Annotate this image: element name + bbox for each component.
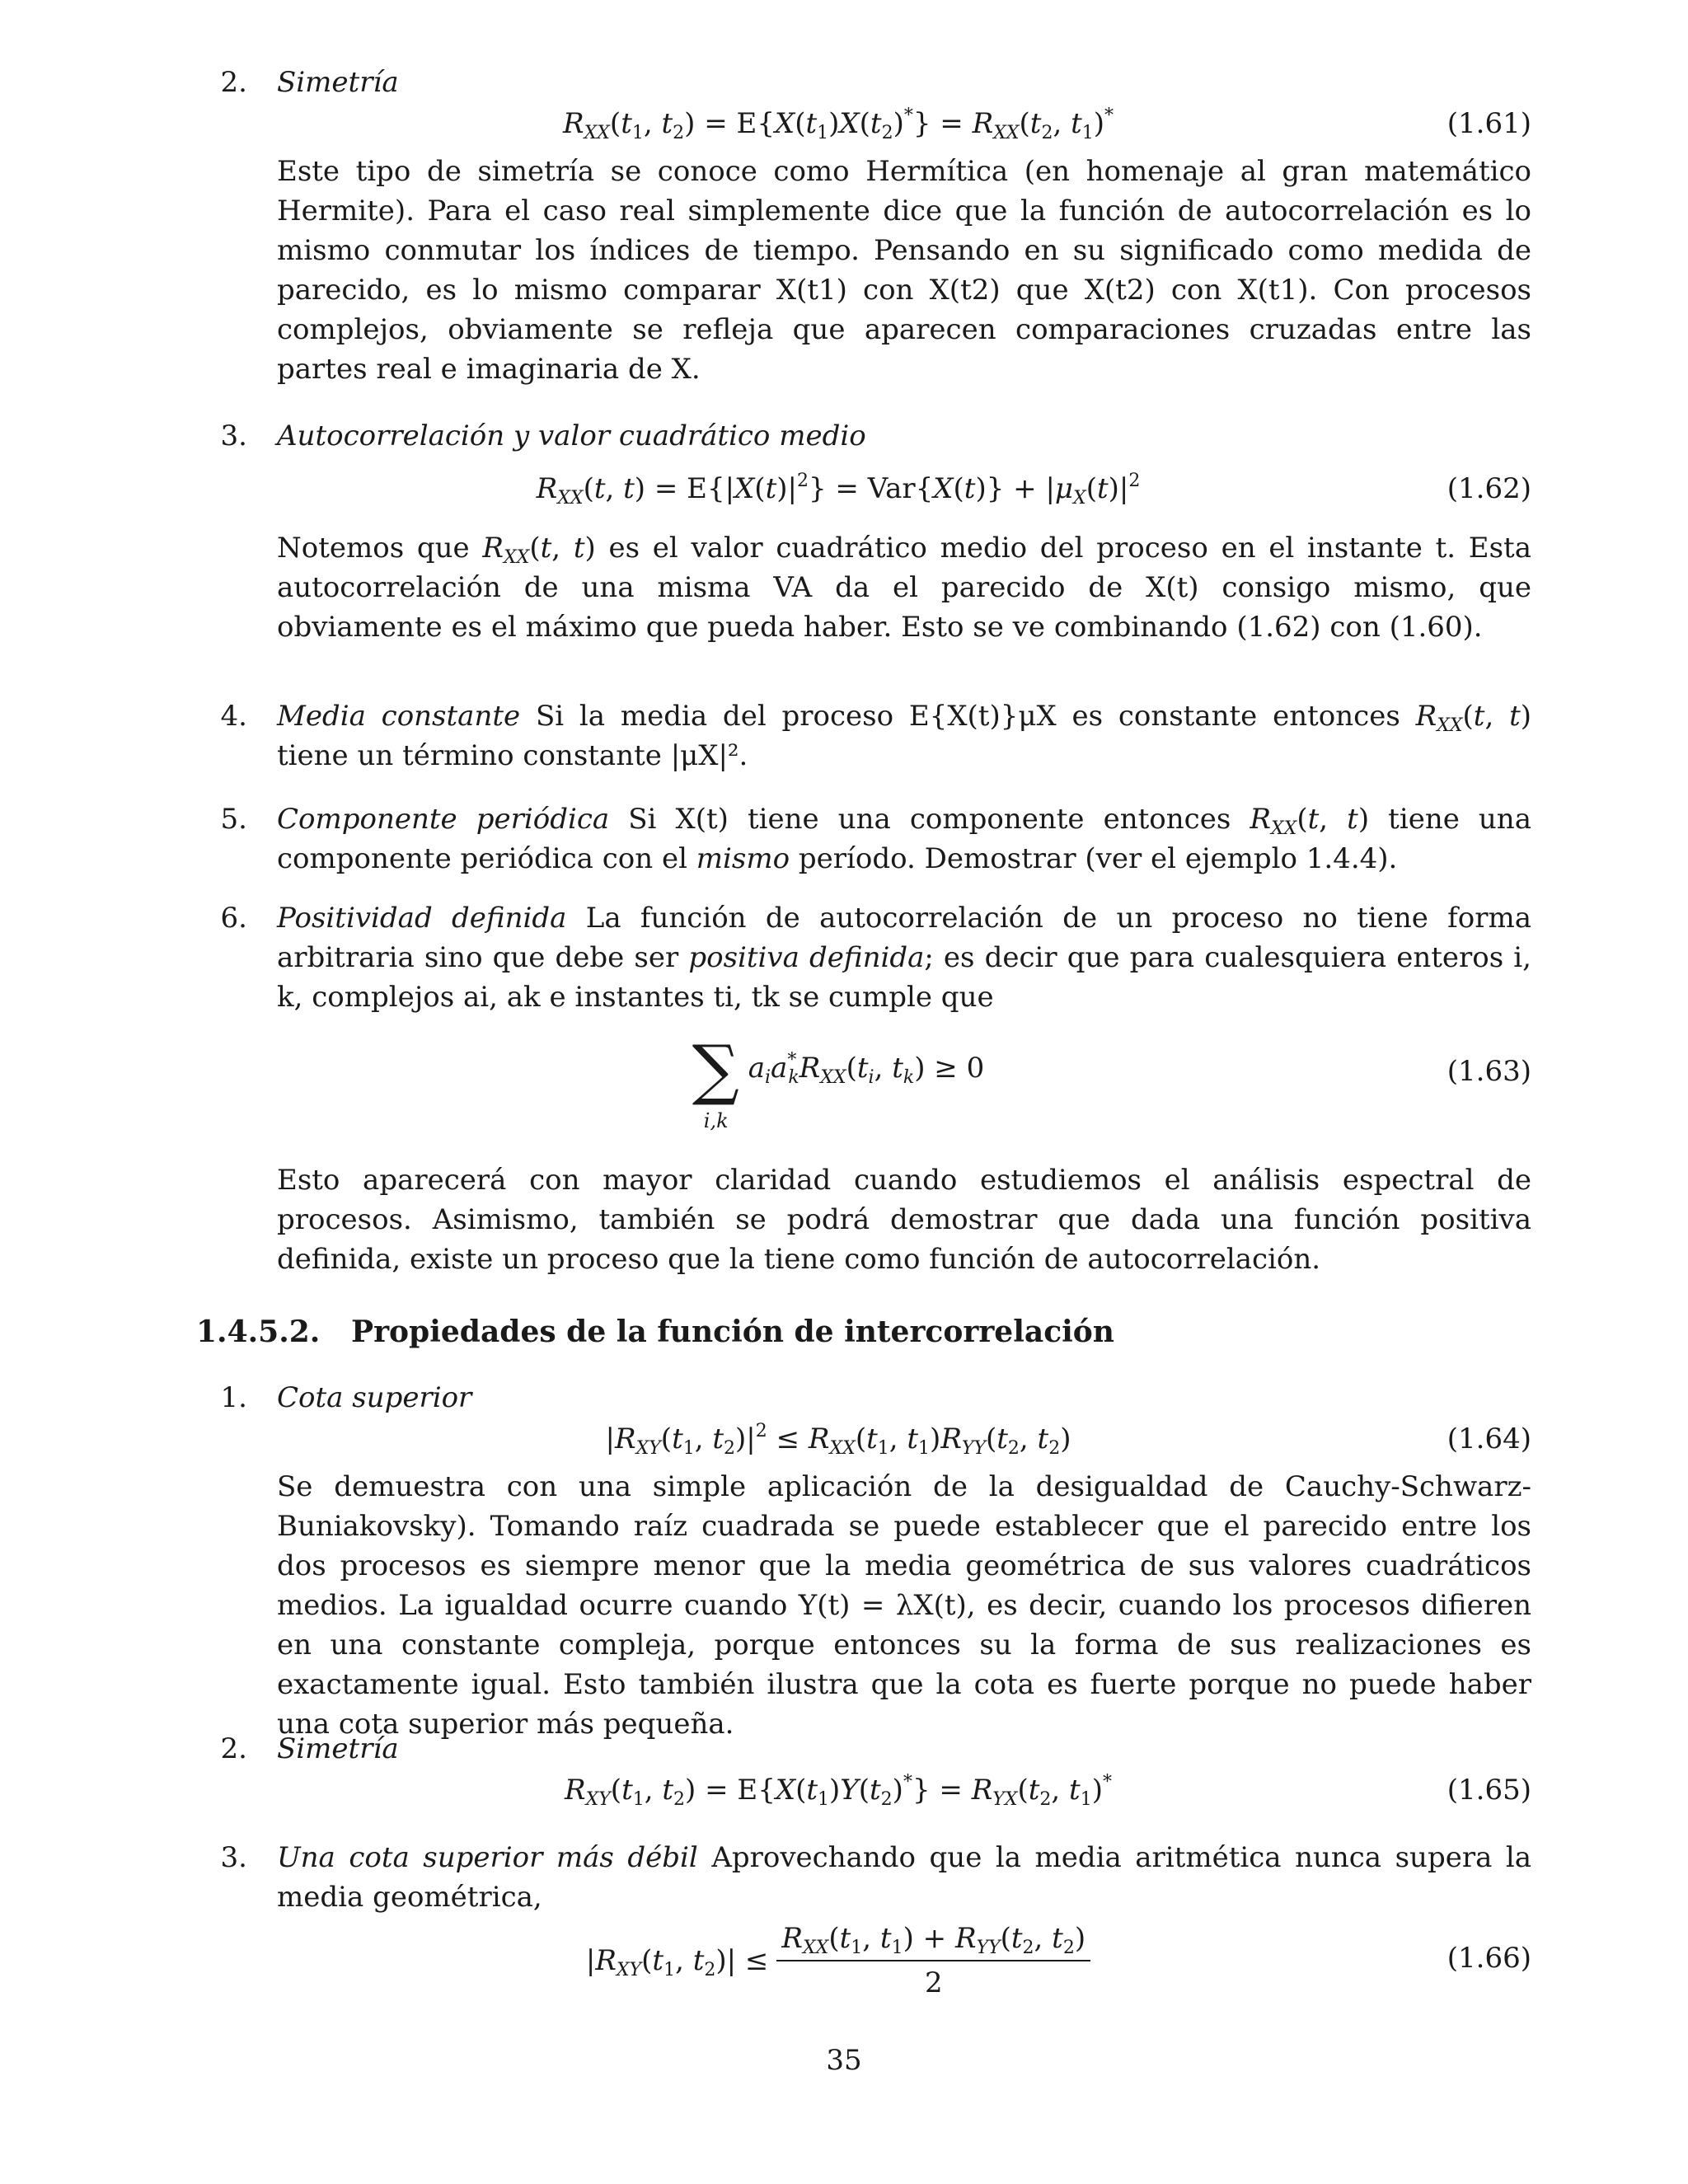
equation-1-65: $R_{XY}(t_1$, $t_2) = E\{X(t_1)Y(t_2)^*\} = R_{YX}(t_2$, $t_1)^*$ (1.65) <box>277 1769 1531 1811</box>
section-heading <box>196 1310 1531 1353</box>
item-title: Media constante <box>277 700 521 733</box>
sum-index: i,k <box>703 1109 729 1132</box>
equation-number: (1.61) <box>1447 107 1531 140</box>
item-title: Componente periódica <box>277 803 610 836</box>
equation-number: (1.65) <box>1447 1774 1531 1807</box>
item-number: 4. <box>220 700 247 733</box>
page-number: 35 <box>826 2044 862 2077</box>
equation-number: (1.64) <box>1447 1422 1531 1455</box>
item-number: 2. <box>220 1732 247 1765</box>
paragraph: Se demuestra con una simple aplicación de la desigualdad de Cauchy-Schwarz-Buniakovsky). Tomando raíz cuadrada se puede establecer que el parecido entre los dos procesos es siempre menor que la media geométrica de sus valores cuadráticos medios. La igualdad ocurre cuando Y(t) = λX(t), es decir, cuando los procesos difieren en una constante compleja, porque entonces su la forma de sus realizaciones es exactamente igual. Esto también ilustra que la cota es fuerte porque no puede haber una cota superior más pequeña. <box>277 1470 1531 1741</box>
item-number: 1. <box>220 1381 247 1414</box>
item-title: Una cota superior más débil <box>277 1841 698 1874</box>
equation-1-63: ∑ i,k $a_ia^*_kR_{XX}(t_i$, $t_k) \ge 0$ (1.63) <box>692 1031 1531 1132</box>
paragraph: Positividad definida La función de autocorrelación de un proceso no tiene forma arbitraria sino que debe ser positiva definida; es decir que para cualesquiera enteros i, k, complejos ai, ak e instantes ti, tk se cumple que <box>277 902 1531 1014</box>
item-number: 3. <box>220 1841 247 1874</box>
section-number: 1.4.5.2. <box>196 1315 321 1349</box>
item-title: Simetría <box>277 66 399 99</box>
equation-number: (1.63) <box>1447 1055 1531 1088</box>
item-number: 5. <box>220 803 247 836</box>
paragraph: Componente periódica Si X(t) tiene una componente entonces $R_{XX}(t$, t) tiene una componente periódica con el mismo período. Demostrar (ver el ejemplo 1.4.4). <box>277 803 1531 875</box>
item-title: Cota superior <box>277 1381 472 1414</box>
paragraph: Una cota superior más débil Aprovechando que la media aritmética nunca supera la media geométrica, <box>277 1841 1532 1914</box>
paragraph: Esto aparecerá con mayor claridad cuando estudiemos el análisis espectral de procesos. Asimismo, también se podrá demostrar que dada una función positiva definida, existe un proceso que la tiene como función de autocorrelación. <box>277 1164 1531 1276</box>
item-title: Simetría <box>277 1732 399 1765</box>
section-title: Propiedades de la función de intercorrelación <box>351 1315 1114 1349</box>
paragraph: Este tipo de simetría se conoce como Hermítica (en homenaje al gran matemático Hermite). Para el caso real simplemente dice que la función de autocorrelación es lo mismo conmutar los índices de tiempo. Pensando en su significado como medida de parecido, es lo mismo comparar X(t1) con X(t2) que X(t2) con X(t1). Con procesos complejos, obviamente se refleja que aparecen comparaciones cruzadas entre las partes real e imaginaria de X. <box>277 155 1531 386</box>
item-number: 2. <box>220 66 247 99</box>
item-number: 6. <box>220 902 247 935</box>
item-number: 3. <box>220 419 247 452</box>
paragraph: Media constante Si la media del proceso E{X(t)}μX es constante entonces $R_{XX}(t$, t) tiene un término constante |μX|². <box>277 700 1532 772</box>
equation-number: (1.66) <box>1447 1942 1531 1975</box>
equation-1-61: $R_{XX}(t_1$, $t_2) = E\{X(t_1)X(t_2)^*\} = R_{XX}(t_2$, $t_1)^*$ (1.61) <box>277 102 1531 145</box>
equation-1-66: $|R_{XY}(t_1$, $t_2)|$ ≤ $\frac{R_{XX}(t_1, t_1) + R_{YY}(t_2, t_2)}{2}$ (1.66) <box>585 1922 1531 1999</box>
equation-1-64: $|R_{XY}(t_1$, $t_2)|^2 \le R_{XX}(t_1$, $t_1)R_{YY}(t_2$, $t_2$) (1.64) <box>277 1418 1531 1460</box>
item-title: Autocorrelación y valor cuadrático medio <box>277 419 866 452</box>
equation-1-62: $R_{XX}(t$, $t) = E\{|X(t)|^2\} = Var\{X(t)\} + |\mu_X(t)|^2$ (1.62) <box>277 467 1531 510</box>
item-title: Positividad definida <box>277 902 567 935</box>
paragraph: Notemos que $R_{XX}(t$, t) es el valor cuadrático medio del proceso en el instante t. Esta autocorrelación de una misma VA da el parecido de X(t) consigo mismo, que obviamente es el máximo que pueda haber. Esto se ve combinando (1.62) con (1.60). <box>277 532 1531 644</box>
equation-number: (1.62) <box>1447 472 1531 505</box>
